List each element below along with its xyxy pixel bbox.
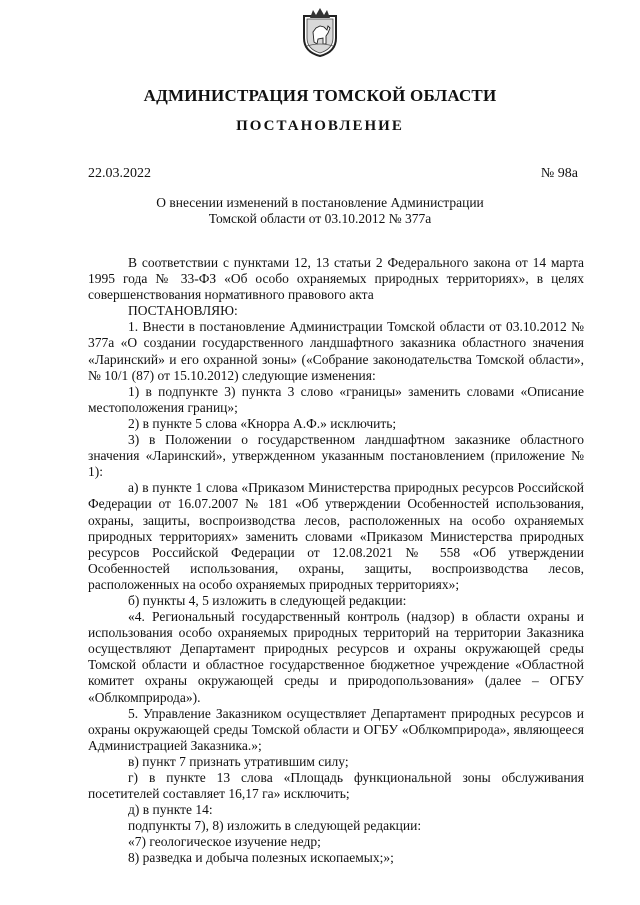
paragraph-subpoint-7: «7) геологическое изучение недр;: [128, 834, 321, 850]
paragraph-preamble: В соответствии с пунктами 12, 13 статьи 2 Федерального закона от 14 марта 1995 года № 33-ФЗ «Об особо охраняемых природных территориях», в целях совершенствования нормативного правового акта: [88, 255, 584, 303]
title-line: О внесении изменений в постановление Администрации: [156, 195, 484, 210]
paragraph-subpoints: подпункты 7), 8) изложить в следующей редакции:: [128, 818, 422, 834]
paragraph-letter-a: а) в пункте 1 слова «Приказом Министерства природных ресурсов Российской Федерации от 16.07.2007 № 181 «Об утверждении Особенностей использования, охраны, защиты, воспроизводства лесов, расположенных на особо охраняемых природных территориях» заменить словами «Приказом Министерства природных ресурсов Российской Федерации от 12.08.2021 № 558 «Об утверждении Особенностей использования, охраны, защиты, воспроизводства лесов, расположенных на особо охраняемых природных территориях»;: [88, 480, 584, 592]
coat-of-arms-icon: [298, 6, 342, 58]
paragraph-item-1: 1. Внести в постановление Администрации Томской области от 03.10.2012 № 377а «О создании государственного ландшафтного заказника областного значения «Ларинский» и его охранной зоны» («Собрание законодательства Томской области», № 10/1 (87) от 15.10.2012) следующие изменения:: [88, 319, 584, 383]
paragraph-subitem-2: 2) в пункте 5 слова «Кнорра А.Ф.» исключить;: [128, 415, 397, 431]
document-date: 22.03.2022: [88, 166, 151, 181]
title-line: Томской области от 03.10.2012 № 377а: [208, 211, 432, 226]
document-body: [88, 255, 584, 867]
paragraph-subitem-1: 1) в подпункте 3) пункта 3 слово «границы» заменить словами «Описание местоположения границ»;: [88, 383, 584, 415]
document-title: [0, 195, 640, 227]
paragraph-subpoint-8: 8) разведка и добыча полезных ископаемых;»;: [128, 850, 394, 866]
paragraph-point-4: «4. Региональный государственный контроль (надзор) в области охраны и использования особо охраняемых природных территорий на территории Заказника осуществляют Департамент природных ресурсов и охраны окружающей среды Томской области и областное государственное бюджетное учреждение «Областной комитет охраны окружающей среды и природопользования» (далее – ОГБУ «Облкомприрода»).: [88, 609, 584, 705]
document-type: ПОСТАНОВЛЕНИЕ: [236, 118, 404, 134]
paragraph-letter-d: д) в пункте 14:: [128, 802, 213, 818]
paragraph-letter-b: б) пункты 4, 5 изложить в следующей редакции:: [128, 592, 407, 608]
document-number: № 98а: [540, 166, 578, 181]
paragraph-letter-v: в) пункт 7 признать утратившим силу;: [128, 753, 349, 769]
organization-name: АДМИНИСТРАЦИЯ ТОМСКОЙ ОБЛАСТИ: [143, 86, 497, 105]
paragraph-resolve: ПОСТАНОВЛЯЮ:: [128, 303, 238, 319]
paragraph-subitem-3: 3) в Положении о государственном ландшафтном заказнике областного значения «Ларинский», утвержденном указанным постановлением (приложение № 1):: [88, 432, 584, 480]
paragraph-letter-g: г) в пункте 13 слова «Площадь функциональной зоны обслуживания посетителей составляет 16,17 га» исключить;: [88, 770, 584, 802]
paragraph-point-5: 5. Управление Заказником осуществляет Департамент природных ресурсов и охраны окружающей среды Томской области и ОГБУ «Облкомприрода», являющееся Администрацией Заказника.»;: [88, 705, 584, 753]
